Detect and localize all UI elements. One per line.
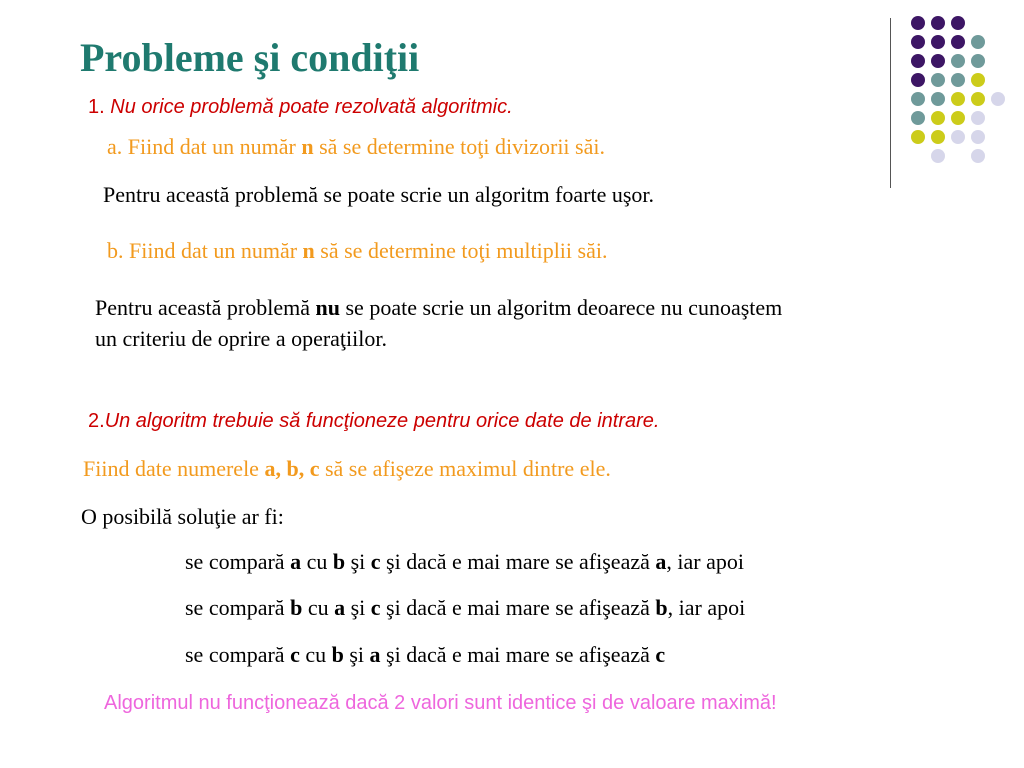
item-a-post: să se determine toţi divizorii săi.: [313, 134, 605, 159]
decorative-dot: [991, 92, 1005, 106]
note-b-pre: Pentru această problemă: [95, 295, 316, 320]
item-a-var: n: [301, 134, 314, 159]
decorative-dot: [951, 92, 965, 106]
item-a: [107, 134, 605, 160]
decorative-dot: [911, 54, 925, 68]
given-line: [83, 456, 611, 482]
note-a: Pentru această problemă se poate scrie un algoritm foarte uşor.: [103, 182, 655, 207]
solution-intro: O posibilă soluţie ar fi:: [81, 504, 284, 529]
note-b-line-1: [95, 295, 782, 321]
note-b-line-2: un criteriu de oprire a operaţiilor.: [95, 326, 387, 351]
section-2-text: Un algoritm trebuie să funcţioneze pentru orice date de intrare.: [104, 410, 660, 432]
decorative-dot: [931, 16, 945, 30]
item-b: [107, 238, 607, 264]
decorative-dot: [971, 54, 985, 68]
decorative-dot: [931, 73, 945, 87]
decorative-dot: [951, 130, 965, 144]
given-pre: Fiind date numerele: [83, 456, 265, 481]
warning-text: Algoritmul nu funcţionează dacă 2 valori sunt identice şi de valoare maximă!: [104, 692, 777, 714]
decorative-dot: [911, 92, 925, 106]
decorative-dot: [971, 130, 985, 144]
decorative-dot: [911, 16, 925, 30]
decorative-dot: [971, 111, 985, 125]
decorative-dot: [931, 111, 945, 125]
section-1-number: 1.: [88, 96, 105, 118]
section-1-text: Nu orice problemă poate rezolvată algoritmic.: [110, 96, 513, 118]
item-b-pre: b. Fiind dat un număr: [107, 238, 303, 263]
decorative-dot: [971, 92, 985, 106]
note-b-bold: nu: [315, 295, 340, 320]
decorative-dot: [911, 73, 925, 87]
divider-line: [890, 18, 891, 188]
note-b-post: se poate scrie un algoritm deoarece nu cunoaştem: [340, 295, 783, 320]
item-b-var: n: [302, 238, 315, 263]
step-3: se compară c cu b şi a şi dacă e mai mare se afişează c: [185, 642, 666, 667]
decorative-dot: [911, 130, 925, 144]
decorative-dot: [971, 149, 985, 163]
section-1-heading: [88, 96, 513, 119]
decorative-dot: [911, 35, 925, 49]
decorative-dot: [931, 130, 945, 144]
decorative-dot: [951, 35, 965, 49]
decorative-dot: [971, 35, 985, 49]
decorative-dot: [951, 73, 965, 87]
item-a-pre: a. Fiind dat un număr: [107, 134, 302, 159]
decorative-dot: [951, 111, 965, 125]
step-1: se compară a cu b şi c şi dacă e mai mare se afişează a, iar apoi: [185, 549, 744, 574]
decorative-dot: [931, 92, 945, 106]
item-b-post: să se determine toţi multiplii săi.: [314, 238, 608, 263]
step-2: se compară b cu a şi c şi dacă e mai mare se afişează b, iar apoi: [185, 595, 746, 620]
decorative-dot: [911, 111, 925, 125]
given-vars: a, b, c: [264, 456, 320, 481]
decorative-dot: [931, 35, 945, 49]
decorative-dot: [951, 54, 965, 68]
decorative-dot: [951, 16, 965, 30]
section-2-number: 2.: [88, 410, 105, 432]
given-post: să se afişeze maximul dintre ele.: [319, 456, 611, 481]
section-2-heading: [88, 410, 659, 433]
decorative-dot: [971, 73, 985, 87]
slide-title: Probleme şi condiţii: [80, 35, 420, 80]
decorative-dot: [931, 54, 945, 68]
decorative-dot: [931, 149, 945, 163]
